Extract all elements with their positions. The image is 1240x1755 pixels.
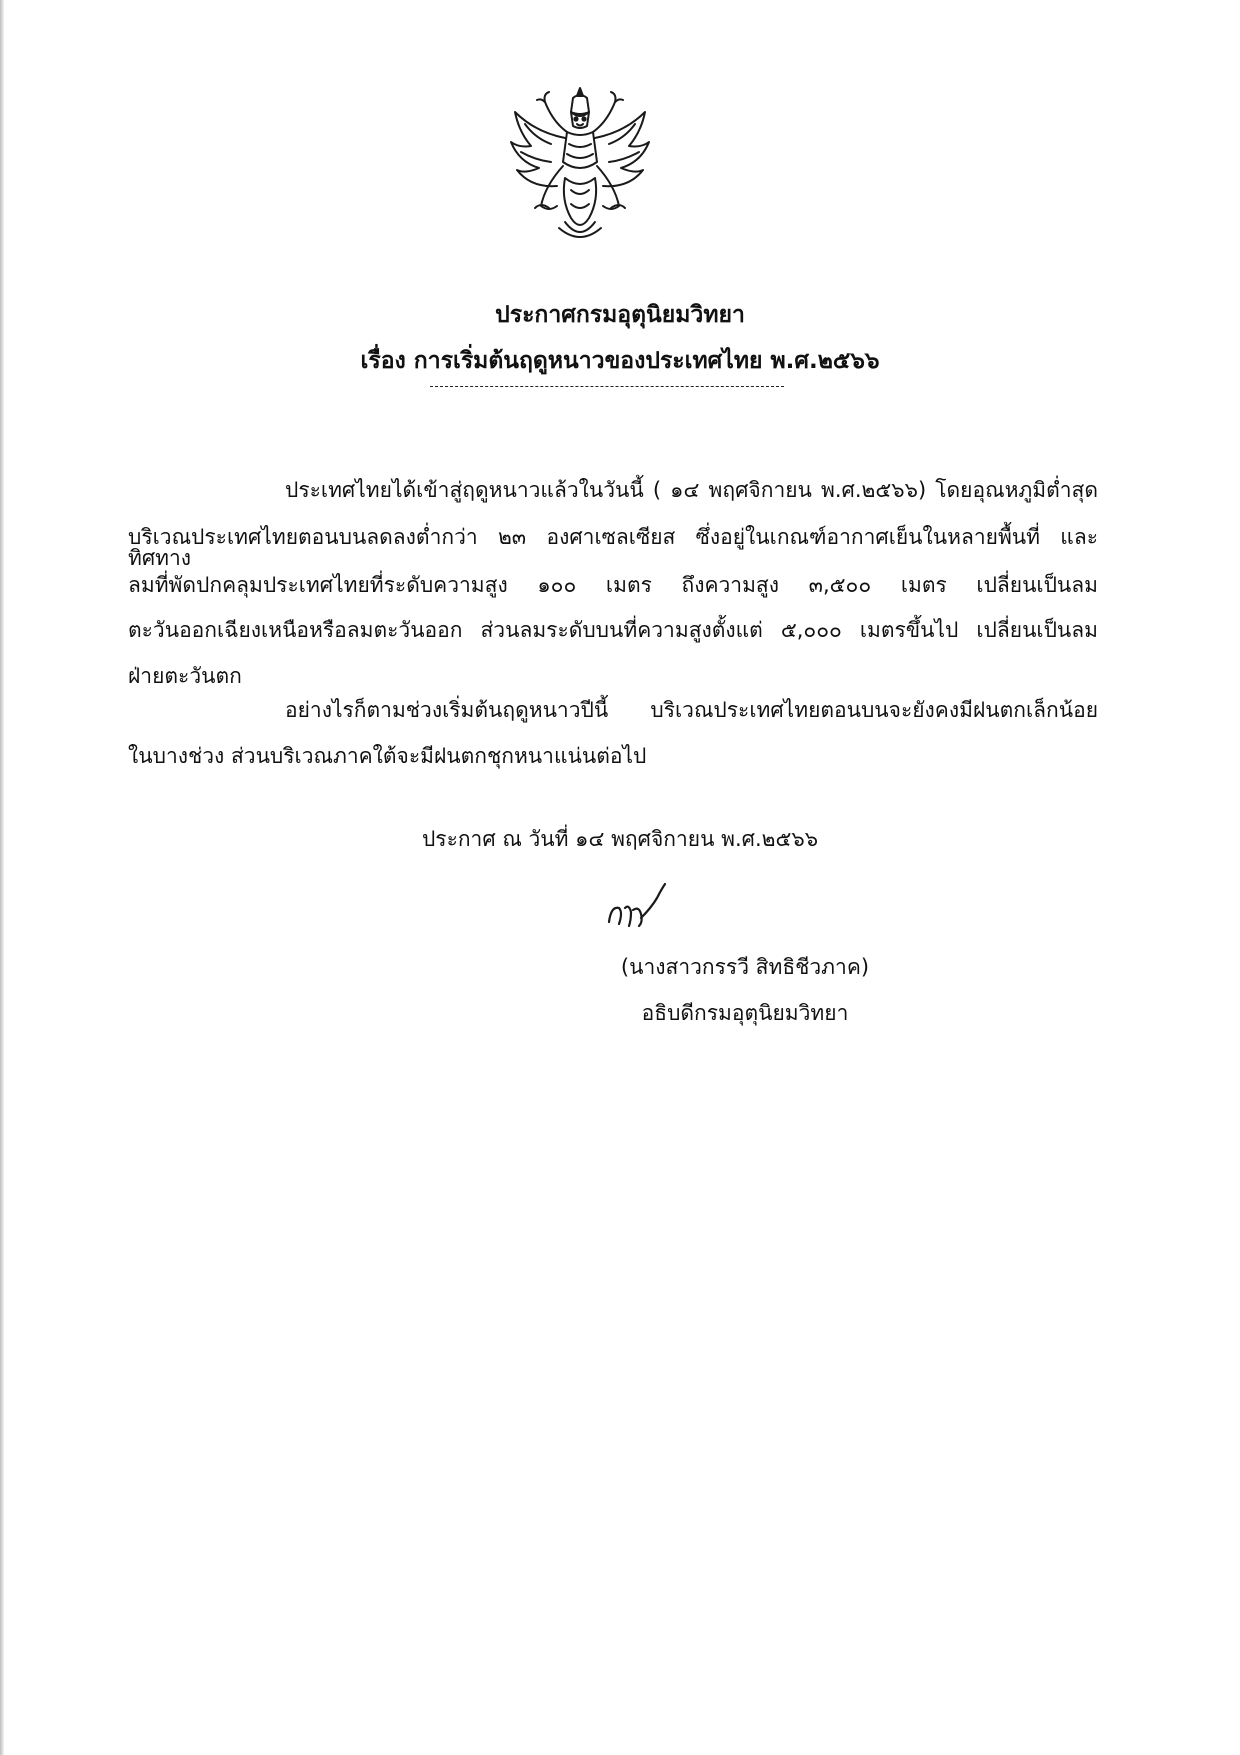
- paragraph1-line4: ตะวันออกเฉียงเหนือหรือลมตะวันออก ส่วนลมระดับบนที่ความสูงตั้งแต่ ๕,๐๐๐ เมตรขึ้นไป เปลี่ยนเป็นลม: [128, 618, 1098, 642]
- paragraph1-line2: บริเวณประเทศไทยตอนบนลดลงต่ำกว่า ๒๓ องศาเซลเซียส ซึ่งอยู่ในเกณฑ์อากาศเย็นในหลายพื้นที่ และทิศทาง: [128, 525, 1098, 570]
- announcement-subject: เรื่อง การเริ่มต้นฤดูหนาวของประเทศไทย พ.ศ.๒๕๖๖: [360, 348, 880, 374]
- announcement-date: ประกาศ ณ วันที่ ๑๔ พฤศจิกายน พ.ศ.๒๕๖๖: [421, 827, 819, 851]
- handwritten-signature-icon: [605, 878, 675, 933]
- garuda-emblem-icon: [505, 82, 655, 247]
- signer-name: (นางสาวกรรวี สิทธิชีวภาค): [620, 955, 870, 979]
- title-separator: [430, 386, 784, 387]
- signer-position: อธิบดีกรมอุตุนิยมวิทยา: [641, 1001, 849, 1025]
- scan-edge: [0, 0, 4, 1755]
- paragraph2-line2: ในบางช่วง ส่วนบริเวณภาคใต้จะมีฝนตกชุกหนาแน่นต่อไป: [128, 744, 647, 768]
- paragraph1-line3: ลมที่พัดปกคลุมประเทศไทยที่ระดับความสูง ๑๐๐ เมตร ถึงความสูง ๓,๕๐๐ เมตร เปลี่ยนเป็นลม: [128, 573, 1098, 597]
- paragraph1-line1: ประเทศไทยได้เข้าสู่ฤดูหนาวแล้วในวันนี้ ( ๑๔ พฤศจิกายน พ.ศ.๒๕๖๖) โดยอุณหภูมิต่ำสุด: [285, 478, 1098, 502]
- paragraph2-line1: อย่างไรก็ตามช่วงเริ่มต้นฤดูหนาวปีนี้ บริเวณประเทศไทยตอนบนจะยังคงมีฝนตกเล็กน้อย: [285, 698, 1098, 722]
- announcement-title: ประกาศกรมอุตุนิยมวิทยา: [495, 302, 745, 328]
- paragraph1-line5: ฝ่ายตะวันตก: [128, 664, 242, 688]
